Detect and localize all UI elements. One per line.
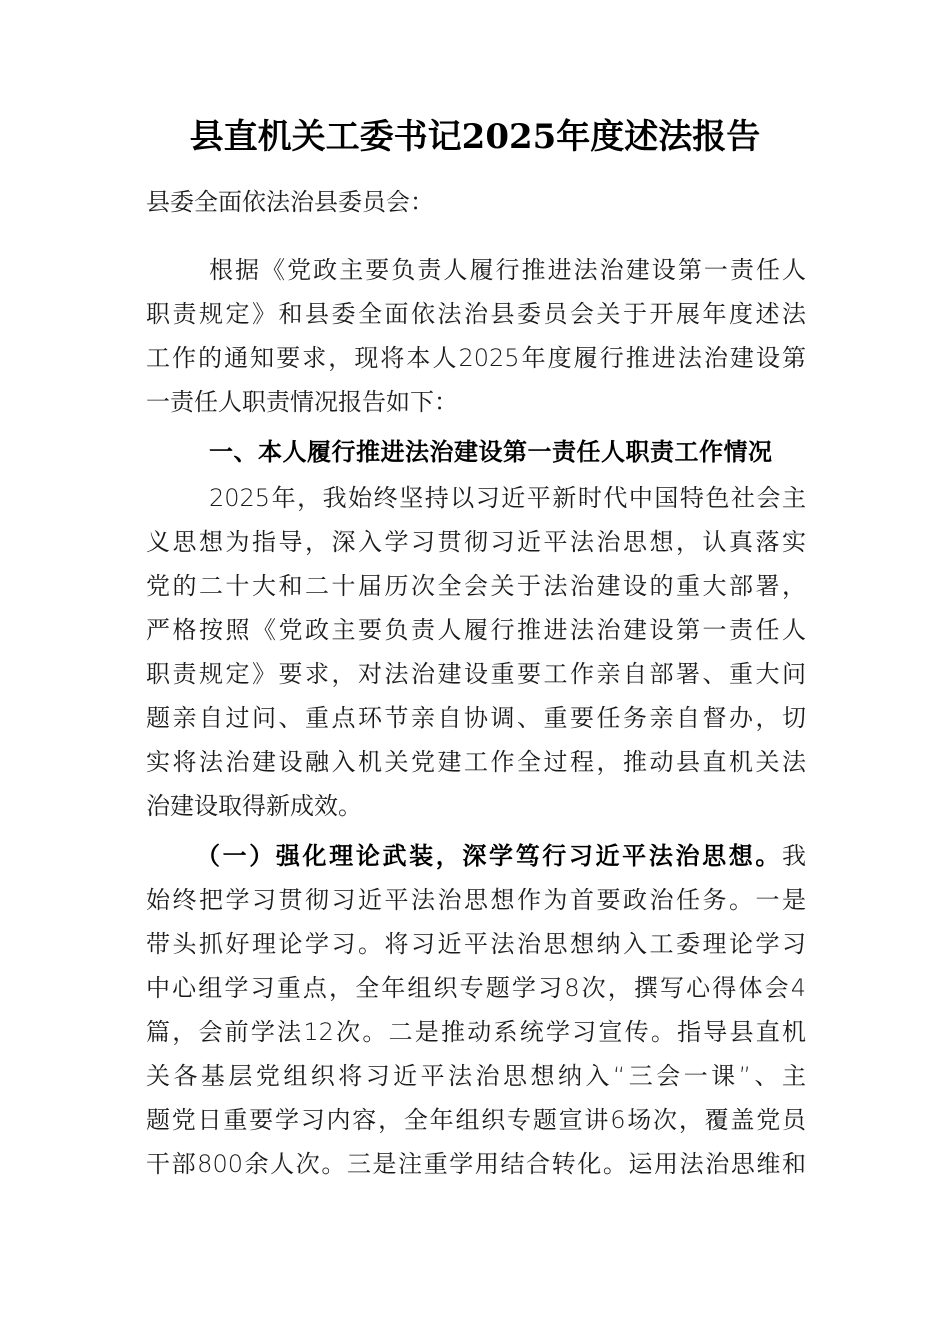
body-line: 始终把学习贯彻习近平法治思想作为首要政治任务。一是 bbox=[146, 886, 806, 914]
subsection-heading-tail: 我 bbox=[782, 842, 806, 870]
body-line: 职责规定》要求，对法治建设重要工作亲自部署、重大问 bbox=[146, 660, 806, 688]
intro-line: 一责任人职责情况报告如下： bbox=[146, 388, 458, 416]
body-line: 干部800余人次。三是注重学用结合转化。运用法治思维和 bbox=[146, 1150, 806, 1178]
section-heading: 一、本人履行推进法治建设第一责任人职责工作情况 bbox=[209, 438, 773, 466]
body-line: 治建设取得新成效。 bbox=[146, 792, 362, 820]
body-line: 严格按照《党政主要负责人履行推进法治建设第一责任人 bbox=[146, 616, 806, 644]
intro-line: 根据《党政主要负责人履行推进法治建设第一责任人 bbox=[209, 256, 806, 284]
subsection-heading: （一）强化理论武装，深学笃行习近平法治思想。 bbox=[196, 842, 782, 870]
intro-line: 工作的通知要求，现将本人2025年度履行推进法治建设第 bbox=[146, 344, 806, 372]
body-line: 党的二十大和二十届历次全会关于法治建设的重大部署， bbox=[146, 572, 806, 600]
body-line: 带头抓好理论学习。将习近平法治思想纳入工委理论学习 bbox=[146, 930, 806, 958]
body-line: 义思想为指导，深入学习贯彻习近平法治思想，认真落实 bbox=[146, 528, 806, 556]
document-title: 县直机关工委书记2025年度述法报告 bbox=[189, 117, 761, 157]
body-line: 中心组学习重点，全年组织专题学习8次，撰写心得体会4 bbox=[146, 974, 806, 1002]
salutation: 县委全面依法治县委员会： bbox=[146, 188, 434, 216]
body-line: 关各基层党组织将习近平法治思想纳入“三会一课”、主 bbox=[146, 1062, 806, 1090]
body-line: 题亲自过问、重点环节亲自协调、重要任务亲自督办，切 bbox=[146, 704, 806, 732]
body-line: 题党日重要学习内容，全年组织专题宣讲6场次，覆盖党员 bbox=[146, 1106, 806, 1134]
body-line: 2025年，我始终坚持以习近平新时代中国特色社会主 bbox=[209, 484, 806, 512]
body-line: 实将法治建设融入机关党建工作全过程，推动县直机关法 bbox=[146, 748, 806, 776]
body-line: 篇，会前学法12次。二是推动系统学习宣传。指导县直机 bbox=[146, 1018, 806, 1046]
intro-line: 职责规定》和县委全面依法治县委员会关于开展年度述法 bbox=[146, 300, 806, 328]
subsection-heading-line bbox=[196, 834, 806, 878]
